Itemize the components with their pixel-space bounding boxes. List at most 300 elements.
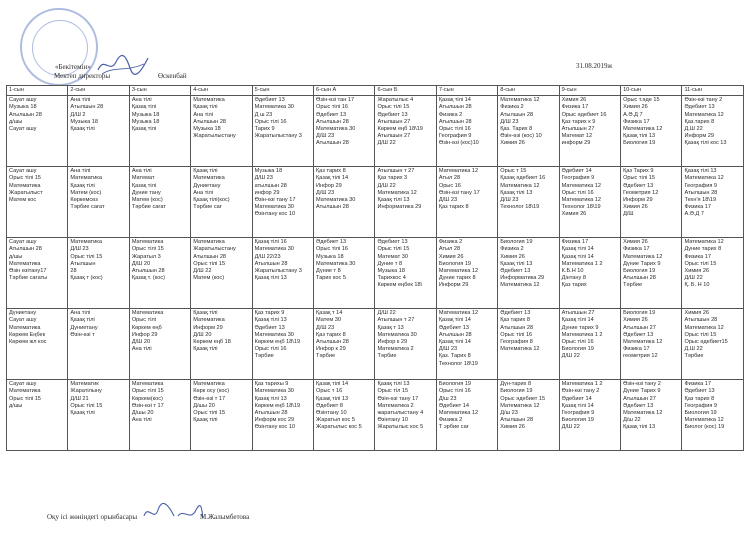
lesson-entry: Жаратыл кос 5 (316, 417, 355, 424)
day-row (7, 380, 744, 451)
lesson-entry: Қазақ әдебиет 16 (500, 175, 546, 182)
lesson-entry: Д/ш 23 (438, 395, 457, 402)
lesson-entry: Д/Ш 23 (316, 189, 335, 196)
lesson-entry: Қазақ тілі 13 (377, 381, 410, 388)
lesson-entry: Әдебиет 13 (684, 104, 715, 111)
lesson-entry: Атылшын 27 (623, 395, 656, 402)
lesson-entry: Атылшын 27 (561, 310, 595, 317)
lesson-entry: Д/Ш (623, 211, 634, 218)
schedule-cell (314, 238, 375, 309)
lesson-entry: Математика 30 (316, 197, 356, 204)
lesson-entry: Қазақ тілі 14 (561, 402, 594, 409)
schedule-cell (252, 380, 313, 451)
lesson-entry: Қаз тарих 3 (377, 175, 408, 182)
timetable (6, 85, 744, 451)
lesson-entry: Дүниетану (70, 324, 98, 331)
lesson-entry: Өзін-өзі тану 2 (623, 381, 661, 388)
lesson-entry: Математика 12 (623, 253, 663, 260)
lesson-entry: Атылшын 28 (70, 104, 104, 111)
schedule-cell (559, 238, 620, 309)
lesson-entry: Биология 19 (684, 410, 717, 417)
lesson-entry: Д/Ш 20 (131, 339, 151, 346)
lesson-entry: Математика 30 (254, 388, 294, 395)
lesson-entry: Қазақ тілі (193, 104, 218, 111)
lesson-entry: Орыс тілі 15 (131, 388, 164, 395)
lesson-entry: Атылшын 27 (623, 324, 656, 331)
lesson-entry: Жаратылыстану (193, 246, 236, 253)
lesson-entry: Д.Ш 22 (684, 126, 703, 133)
lesson-entry: Қазақ тілі (193, 310, 218, 317)
lesson-entry: Дүние т 8 (316, 268, 341, 275)
lesson-entry: инфор 29 (254, 189, 280, 196)
lesson-entry: Физика 2 (500, 104, 524, 111)
timetable-body (7, 96, 744, 451)
lesson-entry: Д/Ш 22 (561, 353, 580, 360)
lesson-entry: Орыс тілі 15 (9, 175, 41, 182)
lesson-entry: Тарих 9 (254, 126, 275, 133)
schedule-cell (498, 380, 559, 451)
lesson-entry: Матем (кос) (70, 189, 102, 196)
lesson-entry: Химия 26 (561, 211, 587, 218)
lesson-entry: Атылшын 28 (500, 111, 534, 118)
lesson-entry: Математ 12 (561, 133, 593, 140)
lesson-entry: Орыс тілі 16 (254, 118, 287, 125)
lesson-entry: Математик (70, 381, 99, 388)
lesson-entry: Қазақ тілі 14 (561, 317, 594, 324)
schedule-cell (68, 167, 129, 238)
lesson-entry: Дүние Тарих 9 (623, 260, 661, 267)
lesson-entry: Математика 12 (500, 182, 540, 189)
lesson-entry: Атылшын 28 (254, 260, 288, 267)
lesson-entry: Көркем(кос) (131, 395, 163, 402)
schedule-cell (7, 380, 68, 451)
lesson-entry: Математика (70, 239, 102, 246)
deputy-title: Оқу ісі жөніндегі орынбасары (47, 513, 138, 521)
lesson-entry: Химия 26 (500, 424, 525, 431)
lesson-entry: Сауат ашу (9, 239, 37, 246)
lesson-entry: Көркем Еңбек (9, 331, 46, 338)
lesson-entry: Математика 12 (623, 339, 663, 346)
lesson-entry: Математика 2 (377, 346, 414, 353)
lesson-entry: Техн'я 18\19 (684, 197, 717, 204)
lesson-entry: Д/Ш 23 (500, 118, 519, 125)
document-date: 31.08.2019ж (576, 62, 613, 70)
lesson-entry: Сауат ашу (9, 168, 37, 175)
lesson-entry: Математика 30 (254, 104, 294, 111)
grade-header: 2-сын (68, 86, 129, 96)
schedule-cell (498, 96, 559, 167)
lesson-entry: Инфор 29 (131, 331, 158, 338)
lesson-entry: Дүниетану (9, 310, 37, 317)
lesson-entry: Тәрбие сағат (131, 204, 166, 211)
lesson-entry: Қазақ тілі 14 (316, 175, 349, 182)
lesson-entry: Информатика 29 (500, 275, 545, 282)
lesson-entry: Қазақ тілі 14 (561, 253, 594, 260)
lesson-entry: Математика 12 (377, 189, 417, 196)
schedule-cell (252, 167, 313, 238)
lesson-entry: Қазақ тілі 14 (438, 317, 471, 324)
lesson-entry: Дүн-тарих 8 (500, 381, 532, 388)
schedule-cell (129, 167, 190, 238)
lesson-entry: Әдебиет 13 (623, 182, 654, 189)
lesson-entry: Қаз.тарих 8 (684, 118, 715, 125)
lesson-entry: Қазақ тілі 13 (684, 168, 717, 175)
lesson-entry: Математика 12 (623, 126, 663, 133)
schedule-cell (68, 309, 129, 380)
lesson-entry: Д/Ш 21 (70, 395, 89, 402)
lesson-entry: Атылшын 28 (438, 331, 472, 338)
lesson-entry: Д/Ш 23 (316, 133, 335, 140)
lesson-entry: Әдебиет 13 (316, 239, 347, 246)
lesson-entry: атылшын 28 (254, 182, 287, 189)
lesson-entry: Атылшын 28 (193, 118, 227, 125)
lesson-entry: Физика 17 (684, 253, 711, 260)
schedule-cell (314, 309, 375, 380)
lesson-entry: Өзін өзітану17 (9, 268, 47, 275)
schedule-cell (682, 238, 744, 309)
lesson-entry: Қазақ тілі(кос) (193, 197, 230, 204)
lesson-entry: Көркемсөз (70, 197, 98, 204)
lesson-entry: Өзін-өзі тану 2 (684, 97, 723, 104)
lesson-entry: Көркем еңбек 18\ (377, 282, 423, 289)
lesson-entry: Қазақ тілі (131, 126, 157, 133)
schedule-cell (436, 380, 497, 451)
lesson-entry: Атылшын 28 (438, 104, 472, 111)
lesson-entry: Д/Ш 22/23 (254, 253, 281, 260)
lesson-entry: Тәрбие сағ (193, 204, 222, 211)
lesson-entry: Математика (9, 260, 41, 267)
lesson-entry: Геометрия 12 (623, 189, 659, 196)
lesson-entry: Химия 26 (623, 104, 648, 111)
lesson-entry: Биология 19 (561, 417, 594, 424)
grade-header: 6-сын А (314, 86, 375, 96)
lesson-entry: Сауат ашу (9, 317, 37, 324)
lesson-entry: Дүние тарих 8 (438, 275, 476, 282)
lesson-entry: Сауат ашу (9, 381, 37, 388)
lesson-entry: Қаз тарих 8 (316, 331, 346, 338)
lesson-entry: Тәрбие (377, 353, 397, 360)
schedule-cell (129, 380, 190, 451)
grade-header: 11-сын (682, 86, 744, 96)
lesson-entry: Әдебиет 13 (254, 324, 285, 331)
lesson-entry: Дүние тану (131, 189, 161, 196)
lesson-entry: Орыс тілі 15 (623, 175, 655, 182)
schedule-cell (621, 309, 682, 380)
lesson-entry: информ 29 (561, 140, 591, 147)
lesson-entry: Әдебиет 13 (254, 97, 285, 104)
lesson-entry: Атылшын т 27 (377, 317, 415, 324)
lesson-entry: Математика (193, 381, 225, 388)
lesson-entry: Математика 30 (254, 204, 294, 211)
lesson-entry: Өзінтану кос 10 (254, 211, 296, 218)
lesson-entry: Химия 26 (500, 140, 525, 147)
lesson-entry: Әдебиет 13 (438, 324, 469, 331)
director-title: Мектеп директоры (54, 72, 111, 80)
schedule-cell (682, 380, 744, 451)
lesson-entry: Атылшын 28 (500, 417, 534, 424)
lesson-entry: Д ш 23 (254, 111, 273, 118)
lesson-entry: Музыка 18 (70, 118, 98, 125)
schedule-cell (436, 167, 497, 238)
schedule-cell (559, 309, 620, 380)
lesson-entry: География 8 (500, 339, 533, 346)
lesson-entry: Әдебиет 14 (561, 395, 592, 402)
lesson-entry: Қаз Тарих 9 (623, 168, 654, 175)
lesson-entry: Қазақ тілі (193, 168, 218, 175)
lesson-entry: Қазақ тілі (193, 417, 218, 424)
lesson-entry: Қаз тарих 9 (254, 310, 285, 317)
lesson-entry: Информ 29 (623, 197, 653, 204)
lesson-entry: Матем 30 (316, 317, 341, 324)
lesson-entry: Химия 26 (684, 310, 710, 317)
lesson-entry: Өзін-өзі т (70, 331, 95, 338)
lesson-entry: Әдебиет 13 (316, 111, 347, 118)
lesson-entry: Көркем еңб (131, 324, 162, 331)
lesson-entry: Математика 12 (438, 268, 479, 275)
lesson-entry: Дінтану 8 (561, 275, 586, 282)
lesson-entry: Математика 12 (684, 239, 724, 246)
lesson-entry: Қазақ тілі (70, 317, 95, 324)
grade-header: 8-сын (498, 86, 559, 96)
lesson-entry: Инфор к 29 (377, 339, 408, 346)
schedule-cell (191, 309, 252, 380)
lesson-entry: Дүние т 8 (377, 260, 403, 267)
lesson-entry: Орыс тілі 16 (316, 246, 348, 253)
lesson-entry: Қаз тарихы 9 (254, 381, 289, 388)
lesson-entry: Биология 19 (561, 346, 594, 353)
lesson-entry: Көркем еңб 18\19 (377, 126, 423, 133)
lesson-entry: Математика (131, 239, 164, 246)
lesson-entry: Көрк осу (кос) (193, 388, 230, 395)
lesson-entry: жаратылыстану 4 (377, 410, 424, 417)
lesson-entry: Математика 2 (377, 402, 414, 409)
lesson-entry: Қаз. Тарих 8 (500, 126, 533, 133)
lesson-entry: Химия 26 (623, 239, 648, 246)
lesson-entry: Д/Ш 22 (377, 140, 396, 147)
lesson-entry: Атылшын 28 (316, 204, 349, 211)
lesson-entry: Орыс т 16 (316, 388, 343, 395)
grade-header: 10-сын (621, 86, 682, 96)
schedule-cell (682, 309, 744, 380)
lesson-entry: Қазақ тілі 13 (500, 260, 533, 267)
lesson-entry: Әдебиет 13 (623, 402, 654, 409)
lesson-entry: Өзін-өзі тану 17 (254, 197, 296, 204)
grade-header: 4-сын (191, 86, 252, 96)
lesson-entry: Д/Ш 22 (561, 424, 580, 431)
lesson-entry: Д/Ш 23 (438, 197, 458, 204)
lesson-entry: Биология 19 (438, 260, 472, 267)
lesson-entry: Математика 12 (684, 175, 724, 182)
lesson-entry: Математика (9, 324, 41, 331)
lesson-entry: Атылшын т 27 (377, 168, 415, 175)
day-row (7, 238, 744, 309)
lesson-entry: Ана тілі (131, 97, 152, 104)
lesson-entry: Ана тілі (131, 346, 152, 353)
schedule-cell (314, 167, 375, 238)
lesson-entry: Қаз тарих 8 (316, 168, 346, 175)
lesson-entry: Биолог (кос) 19 (684, 424, 725, 431)
lesson-entry: Орыс әдебиет 16 (561, 111, 607, 118)
lesson-entry: Қ. Б. Н 10 (684, 282, 710, 289)
schedule-cell (621, 380, 682, 451)
lesson-entry: Технолог 18\19 (561, 204, 601, 211)
schedule-cell (436, 96, 497, 167)
lesson-entry: Атылшын 28 (684, 189, 718, 196)
lesson-entry: Д/Ш 22 (193, 268, 212, 275)
lesson-entry: Инфор 29 (316, 182, 342, 189)
lesson-entry: Көркем еңб 18 (193, 339, 231, 346)
schedule-cell (559, 380, 620, 451)
lesson-entry: А.Ә.Д 7 (684, 211, 704, 218)
lesson-entry: Орыс тілі 15 (684, 260, 717, 267)
lesson-entry: Орыс әдебиет15 (684, 339, 728, 346)
lesson-entry: Д/Ш 22 (377, 310, 396, 317)
schedule-cell (68, 238, 129, 309)
lesson-entry: Қазақ тілі 14 (438, 339, 471, 346)
lesson-entry: Әдебиет 14 (561, 168, 592, 175)
lesson-entry: К.Б.Н 10 (561, 268, 584, 275)
lesson-entry: Физика 17 (561, 104, 589, 111)
lesson-entry: Химия 26 (684, 268, 710, 275)
lesson-entry: Орыс тілі 15 (193, 260, 226, 267)
lesson-entry: Химия 26 (623, 317, 648, 324)
lesson-entry: Математика (193, 175, 225, 182)
lesson-entry: Қаз. Тарих 8 (438, 353, 471, 360)
lesson-entry: Химия 26 (561, 97, 587, 104)
lesson-entry: Математ 30 (377, 253, 408, 260)
lesson-entry: Қазақ тілі 13 (254, 275, 287, 282)
schedule-cell (621, 96, 682, 167)
lesson-entry: Математика 12 (500, 282, 540, 289)
lesson-entry: Физика 17 (684, 204, 711, 211)
lesson-entry: Қазақ тілі 13 (254, 395, 287, 402)
lesson-entry: Ана тілі (193, 189, 214, 196)
lesson-entry: Биология 19 (438, 381, 472, 388)
lesson-entry: Дүниетану (193, 182, 221, 189)
lesson-entry: Орыс тілі 15 (9, 395, 41, 402)
lesson-entry: Музыка 18 (131, 111, 160, 118)
schedule-cell (68, 380, 129, 451)
director-name: Өскенбай (158, 72, 187, 80)
lesson-entry: д/шы (9, 253, 23, 260)
lesson-entry: Физика 17 (623, 118, 650, 125)
lesson-entry: Математика 12 (684, 417, 724, 424)
schedule-cell (498, 309, 559, 380)
lesson-entry: Орыс тілі 15 (70, 402, 103, 409)
lesson-entry: Биология 19 (623, 268, 656, 275)
lesson-entry: Физика 2 (500, 246, 524, 253)
schedule-cell (7, 238, 68, 309)
lesson-entry: Д/Ш 23 (254, 175, 273, 182)
lesson-entry: Математика 12 (684, 324, 724, 331)
schedule-cell (252, 309, 313, 380)
lesson-entry: Математика 12 (623, 410, 663, 417)
schedule-cell (314, 380, 375, 451)
lesson-entry: Әдебиет 13 (500, 268, 531, 275)
lesson-entry: Тәрбие (316, 353, 336, 360)
lesson-entry: Орыс тілі 16 (438, 388, 471, 395)
lesson-entry: Әдебиет 13 (500, 310, 531, 317)
schedule-cell (559, 167, 620, 238)
lesson-entry: Өзін-өзі т 17 (131, 402, 164, 409)
lesson-entry: Әдебиет 13 (684, 388, 715, 395)
lesson-entry: Математика (70, 175, 102, 182)
lesson-entry: Информатика 29 (377, 204, 422, 211)
schedule-cell (314, 96, 375, 167)
lesson-entry: Информ 29 (193, 324, 223, 331)
lesson-entry: Жаратыл 3 (131, 253, 161, 260)
day-row (7, 96, 744, 167)
lesson-entry: Математика 1 2 (561, 260, 603, 267)
lesson-entry: Музыка 18 (254, 168, 283, 175)
schedule-cell (375, 96, 436, 167)
lesson-entry: Физика 2 (438, 417, 463, 424)
lesson-entry: Қаз тарих к 9 (561, 118, 596, 125)
lesson-entry: Қазақ тілі (193, 346, 218, 353)
lesson-entry: Атылшын 28 (9, 246, 42, 253)
lesson-entry: Д/Ш 23 (70, 246, 89, 253)
lesson-entry: Атыл 28 (438, 175, 461, 182)
lesson-entry: Музыка 18 (193, 126, 221, 133)
lesson-entry: Атылшын 28 (9, 111, 42, 118)
lesson-entry: Өзін-өзі тану 17 (377, 395, 419, 402)
lesson-entry: Өзін-өзі (кос) 10 (500, 133, 542, 140)
lesson-entry: Жаратылыс 4 (377, 97, 414, 104)
lesson-entry: 28 (70, 268, 77, 275)
schedule-cell (375, 380, 436, 451)
lesson-entry: д/шы (9, 402, 23, 409)
lesson-entry: Математика 12 (438, 410, 479, 417)
schedule-cell (621, 238, 682, 309)
lesson-entry: А.Ә.Д 7 (623, 111, 643, 118)
lesson-entry: Қазақ т 13 (377, 324, 404, 331)
lesson-entry: Атылшын 28 (623, 275, 656, 282)
lesson-entry: Д/Ш 20 (131, 260, 151, 267)
lesson-entry: Тарихкос 4 (377, 275, 406, 282)
lesson-entry: Ана тілі (131, 417, 152, 424)
approval-caption: «Бекітемін» (55, 63, 91, 71)
lesson-entry: Ана тілі (193, 111, 214, 118)
lesson-entry: Атылшын 28 (316, 339, 349, 346)
lesson-entry: Орыс тіл 15 (377, 388, 409, 395)
lesson-entry: Математика 12 (561, 197, 601, 204)
lesson-entry: Қазақ тілі 16 (254, 239, 287, 246)
schedule-cell (191, 380, 252, 451)
schedule-cell (682, 96, 744, 167)
lesson-entry: Қазақ тілі 13 (623, 424, 656, 431)
lesson-entry: Химия 26 (438, 253, 464, 260)
lesson-entry: Атылшын 28 (131, 268, 165, 275)
lesson-entry: Физика 17 (623, 346, 650, 353)
lesson-entry: Қаз тарих 8 (500, 317, 530, 324)
lesson-entry: Атылшын 28 (254, 410, 288, 417)
lesson-entry: Әдебиет 8 (316, 402, 344, 409)
lesson-entry: Қазақ тілі (70, 182, 95, 189)
day-row (7, 309, 744, 380)
lesson-entry: Тәрбие (623, 282, 643, 289)
lesson-entry: Музыка 18 (377, 268, 405, 275)
lesson-entry: Тәрбие (254, 353, 274, 360)
lesson-entry: Химия 26 (500, 253, 525, 260)
lesson-entry: География 9 (684, 402, 718, 409)
lesson-entry: Д/Ш 2 (70, 111, 86, 118)
lesson-entry: Математика 12 (684, 111, 724, 118)
lesson-entry: Д/Ш 23 (500, 197, 519, 204)
lesson-entry: Математика (193, 97, 225, 104)
lesson-entry: Матем кос (9, 197, 37, 204)
schedule-cell (191, 238, 252, 309)
lesson-entry: Математика 12 (438, 168, 479, 175)
